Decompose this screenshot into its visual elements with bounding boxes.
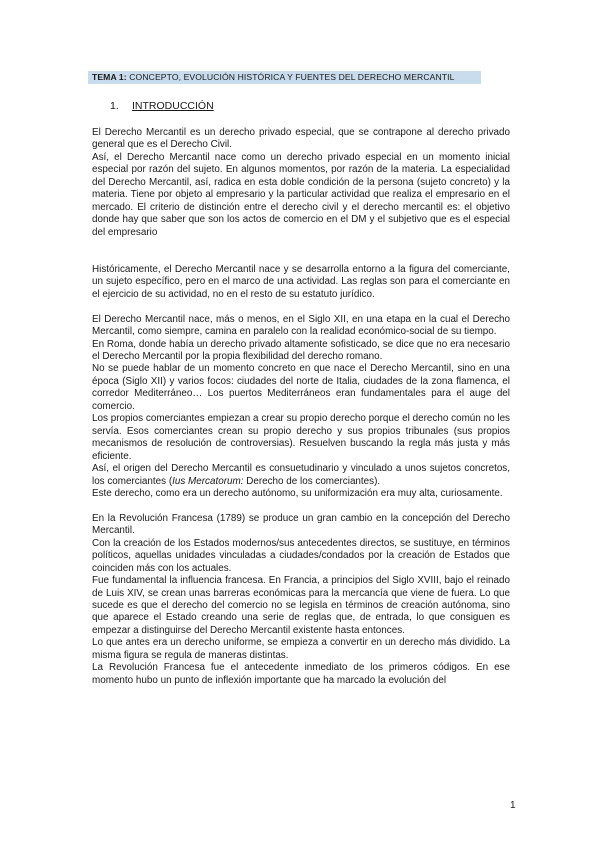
paragraph: El Derecho Mercantil nace, más o menos, en el Siglo XII, en una etapa en la cual el Derecho Mercantil, como siempre, camina en paralelo con la realidad económico-social de su tiempo. bbox=[92, 313, 510, 338]
paragraph: Históricamente, el Derecho Mercantil nace y se desarrolla entorno a la figura del comerciante, un sujeto específico, pero en el marco de una actividad. Las reglas son para el comerciante en el ejercicio de su actividad, no en el resto de su estatuto jurídico. bbox=[92, 263, 510, 300]
paragraph-text: Así, el origen del Derecho Mercantil es consuetudinario y vinculado a unos sujetos concretos, los comerciantes ( bbox=[92, 463, 510, 487]
page-number: 1 bbox=[510, 800, 516, 811]
paragraph: Fue fundamental la influencia francesa. En Francia, a principios del Siglo XVIII, bajo el reinado de Luis XIV, se crean unas barreras económicas para la mercancía que viene de fuera. Lo que sucede es que el derecho del comercio no se legisla en términos de creación autónoma, sino que aparece el Estado creando una serie de reglas que, de entrada, lo que consiguen es empezar a distinguirse del Derecho Mercantil existente hasta entonces. bbox=[92, 575, 510, 636]
theme-label: TEMA 1: bbox=[92, 72, 127, 82]
paragraph: Este derecho, como era un derecho autónomo, su uniformización era muy alta, curiosamente. bbox=[92, 487, 503, 499]
theme-heading-bar bbox=[88, 71, 481, 84]
section-number: 1. bbox=[110, 100, 119, 112]
paragraph: En la Revolución Francesa (1789) se produce un gran cambio en la concepción del Derecho Mercantil. bbox=[92, 512, 510, 537]
paragraph: La Revolución Francesa fue el antecedente inmediato de los primeros códigos. En ese momento hubo un punto de inflexión importante que ha marcado la evolución del bbox=[92, 662, 510, 686]
section-title: INTRODUCCIÓN bbox=[132, 100, 214, 112]
theme-title: CONCEPTO, EVOLUCIÓN HISTÓRICA Y FUENTES DEL DERECHO MERCANTIL bbox=[126, 72, 455, 82]
paragraph: Con la creación de los Estados modernos/sus antecedentes directos, se sustituye, en términos políticos, aquellas unidades vinculadas a ciudades/condados por la creación de Estados que coinciden más con los actuales. bbox=[92, 537, 510, 574]
paragraph: Así, el Derecho Mercantil nace como un derecho privado especial en un momento inicial especial por razón del sujeto. En algunos momentos, por razón de la materia. La especialidad del Derecho Mercantil, así, radica en esta doble condición de la persona (sujeto concreto) y la materia. Tiene por objeto al empresario y la particular actividad que realiza el empresario en el mercado. El criterio de distinción entre el derecho civil y el derecho mercantil es: el objetivo donde hay que saber que son los actos de comercio en el DM y el subjetivo que es el especial del empresario bbox=[92, 151, 510, 238]
ius-mercatorum-term: Ius Mercatorum: bbox=[172, 475, 244, 487]
paragraph: El Derecho Mercantil es un derecho privado especial, que se contrapone al derecho privado general que es el Derecho Civil. bbox=[92, 127, 510, 151]
paragraph: En Roma, donde había un derecho privado altamente sofisticado, se dice que no era necesario el Derecho Mercantil por la propia flexibilidad del derecho romano. bbox=[92, 338, 510, 362]
paragraph bbox=[92, 463, 510, 488]
section-heading bbox=[110, 100, 214, 113]
document-body bbox=[92, 127, 510, 687]
paragraph: Lo que antes era un derecho uniforme, se empieza a convertir en un derecho más dividido. La misma figura se regula de maneras distintas. bbox=[92, 637, 510, 661]
paragraph: No se puede hablar de un momento concreto en que nace el Derecho Mercantil, sino en una época (Siglo XII) y varios focos: ciudades del norte de Italia, ciudades de la zona flamenca, el corredor Mediterráneo… Los puertos Mediterráneos eran fundamentales para el auge del comercio. bbox=[92, 363, 510, 412]
paragraph: Los propios comerciantes empiezan a crear su propio derecho porque el derecho común no les servía. Esos comerciantes crean su propio derecho y sus propios tribunales (sus propios mecanismos de resolución de controversias). Resuelven buscando la regla más justa y más eficiente. bbox=[92, 413, 510, 462]
paragraph-text: Derecho de los comerciantes). bbox=[243, 475, 381, 487]
